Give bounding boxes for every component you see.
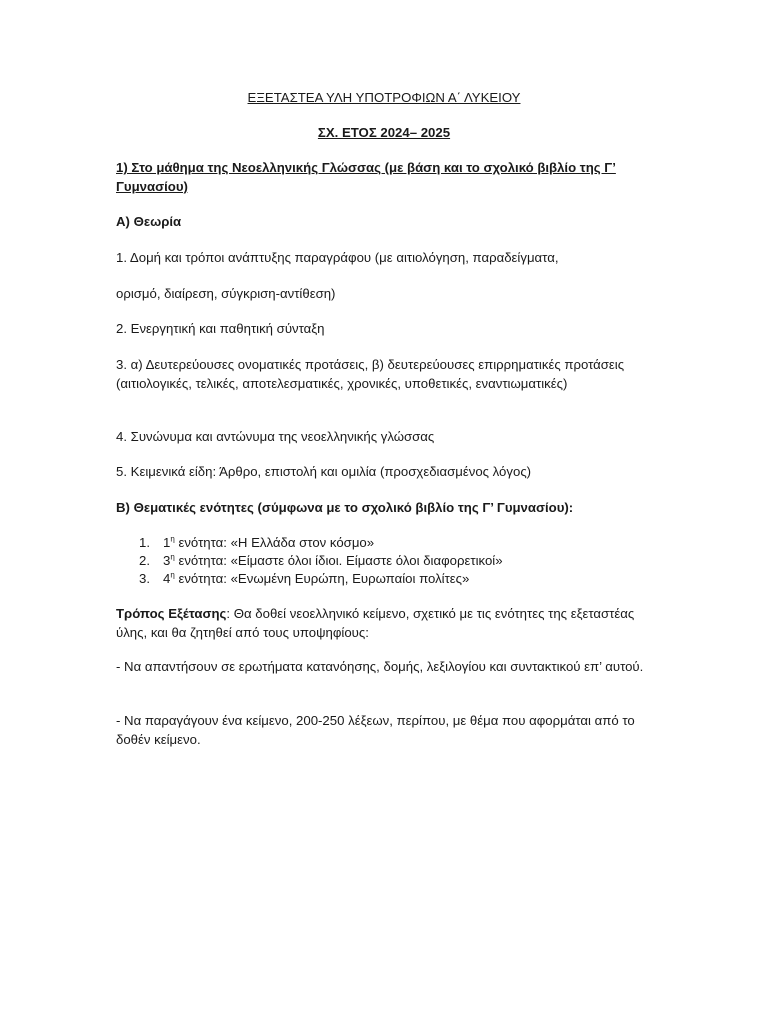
unit-number: 1. [139,535,150,550]
school-year: ΣΧ. ΕΤΟΣ 2024– 2025 [317,125,451,140]
unit-text: ενότητα: «Η Ελλάδα στον κόσμο» [174,535,375,550]
theory-item-2: 2. Ενεργητική και παθητική σύνταξη [116,321,325,336]
exam-requirement-2: - Να παραγάγουν ένα κείμενο, 200-250 λέξεων, περίπου, με θέμα που αφορμάται από το δοθέν κείμενο. [116,713,635,747]
exam-method-label: Τρόπος Εξέτασης [116,606,227,621]
unit-list-item [139,533,374,552]
unit-number: 2. [139,553,150,568]
theory-item-3: 3. α) Δευτερεύουσες ονοματικές προτάσεις, β) δευτερεύουσες επιρρηματικές προτάσεις (αιτιολογικές, τελικές, αποτελεσματικές, χρονικές, υποθετικές, εναντιωματικές) [116,357,625,391]
section-a-heading: Α) Θεωρία [116,214,182,229]
section-b-heading: Β) Θεματικές ενότητες (σύμφωνα με το σχολικό βιβλίο της Γ’ Γυμνασίου): [116,500,574,515]
theory-item-5: 5. Κειμενικά είδη: Άρθρο, επιστολή και ομιλία (προσχεδιασμένος λόγος) [116,464,532,479]
unit-number: 3. [139,571,150,586]
theory-item-4: 4. Συνώνυμα και αντώνυμα της νεοελληνικής γλώσσας [116,429,435,444]
unit-ordinal-suffix: η [170,552,175,562]
unit-text: ενότητα: «Είμαστε όλοι ίδιοι. Είμαστε όλοι διαφορετικοί» [174,553,503,568]
exam-method-paragraph [116,604,656,642]
theory-item-1-line-2: ορισμό, διαίρεση, σύγκριση-αντίθεση) [116,286,336,301]
unit-ordinal-suffix: η [170,570,175,580]
unit-ordinal: 1 [163,535,171,550]
exam-method-text: : Θα δοθεί νεοελληνικό κείμενο, σχετικό με τις ενότητες της εξεταστέας ύλης, και θα ζητηθεί από τους υποψηφίους: [116,606,635,640]
unit-list-item [139,551,503,570]
unit-ordinal: 4 [163,571,171,586]
unit-text: ενότητα: «Ενωμένη Ευρώπη, Ευρωπαίοι πολίτες» [174,571,470,586]
document-title: ΕΞΕΤΑΣΤΕΑ ΥΛΗ ΥΠΟΤΡΟΦΙΩΝ Α΄ ΛΥΚΕΙΟΥ [247,90,521,105]
unit-list-item [139,569,469,588]
unit-ordinal-suffix: η [170,534,175,544]
theory-item-1-line-1: 1. Δομή και τρόποι ανάπτυξης παραγράφου (με αιτιολόγηση, παραδείγματα, [116,250,559,265]
exam-requirement-1: - Να απαντήσουν σε ερωτήματα κατανόησης, δομής, λεξιλογίου και συντακτικού επ’ αυτού. [116,659,644,674]
subject-heading: 1) Στο μάθημα της Νεοελληνικής Γλώσσας (με βάση και το σχολικό βιβλίο της Γ’ Γυμνασίου) [116,160,616,194]
unit-ordinal: 3 [163,553,171,568]
